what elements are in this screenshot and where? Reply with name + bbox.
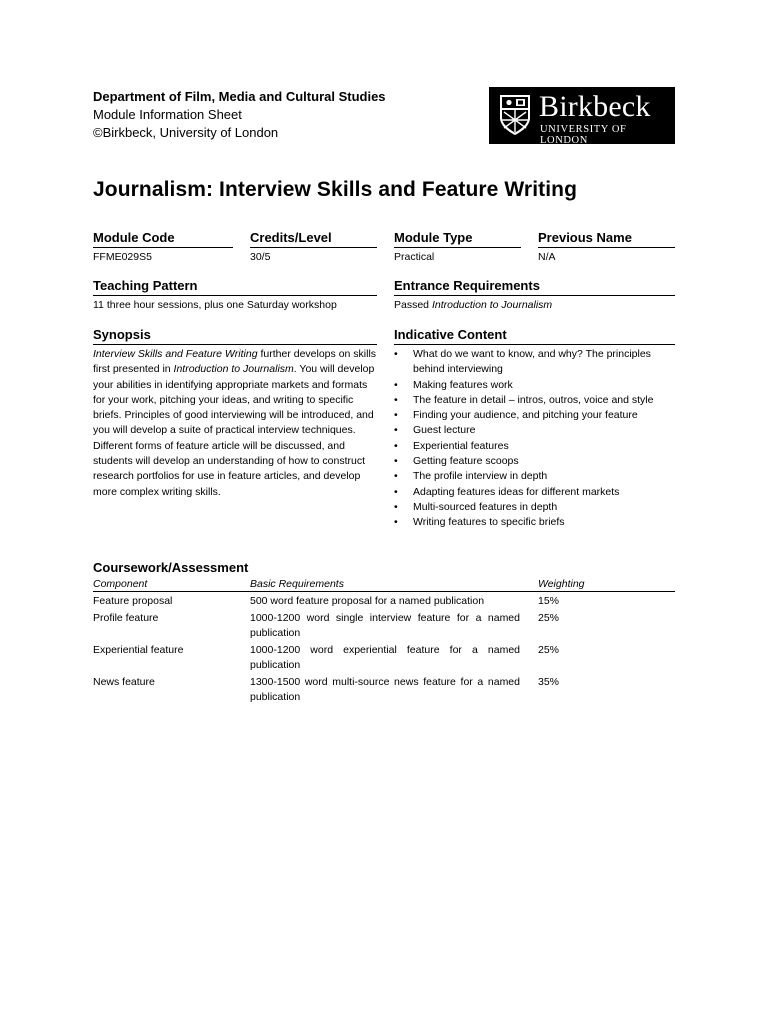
list-item-text: Adapting features ideas for different markets bbox=[413, 485, 620, 498]
page-title: Journalism: Interview Skills and Feature Writing bbox=[93, 178, 578, 201]
indicative-content-section bbox=[394, 327, 675, 531]
birkbeck-logo bbox=[489, 87, 675, 144]
coursework-header-row bbox=[93, 577, 675, 592]
list-item-text: Multi-sourced features in depth bbox=[413, 500, 558, 513]
bullet-icon: • bbox=[394, 409, 398, 422]
list-item bbox=[394, 347, 675, 378]
teaching-pattern-label: Teaching Pattern bbox=[93, 278, 377, 296]
indicative-content-list bbox=[394, 345, 675, 531]
list-item bbox=[394, 485, 675, 500]
list-item bbox=[394, 393, 675, 408]
department-name: Department of Film, Media and Cultural Studies bbox=[93, 89, 386, 104]
column-header-requirements: Basic Requirements bbox=[250, 577, 538, 592]
indicative-content-label: Indicative Content bbox=[394, 327, 675, 345]
list-item-text: What do we want to know, and why? The principles behind interviewing bbox=[413, 348, 651, 376]
table-row bbox=[93, 609, 675, 641]
weighting-cell: 25% bbox=[538, 612, 560, 624]
list-item bbox=[394, 469, 675, 484]
component-cell: Feature proposal bbox=[93, 595, 173, 607]
bullet-icon: • bbox=[394, 393, 398, 406]
requirements-cell: 1000-1200 word single interview feature for a named publication bbox=[250, 612, 520, 639]
teaching-pattern-field bbox=[93, 278, 377, 313]
weighting-cell: 25% bbox=[538, 644, 560, 656]
credits-value: 30/5 bbox=[250, 251, 271, 263]
crest-icon bbox=[499, 94, 531, 136]
sheet-type: Module Information Sheet bbox=[93, 107, 242, 122]
previous-name-label: Previous Name bbox=[538, 230, 675, 248]
previous-name-field bbox=[538, 230, 675, 265]
module-type-value: Practical bbox=[394, 251, 435, 263]
component-cell: Profile feature bbox=[93, 612, 159, 624]
bullet-icon: • bbox=[394, 348, 398, 360]
list-item-text: Experiential features bbox=[413, 439, 509, 452]
header-block bbox=[93, 88, 386, 142]
module-code-field bbox=[93, 230, 233, 265]
entrance-requirements-value bbox=[394, 296, 675, 313]
logo-wordmark: Birkbeck bbox=[539, 90, 651, 123]
synopsis-ref: Introduction to Journalism bbox=[173, 363, 294, 376]
entrance-requirements-label: Entrance Requirements bbox=[394, 278, 675, 296]
requirements-cell: 1000-1200 word experiential feature for a named publication bbox=[250, 644, 520, 671]
bullet-icon: • bbox=[394, 485, 398, 498]
list-item bbox=[394, 378, 675, 393]
bullet-icon: • bbox=[394, 470, 398, 483]
weighting-cell: 35% bbox=[538, 676, 560, 688]
list-item bbox=[394, 515, 675, 530]
bullet-icon: • bbox=[394, 455, 398, 468]
credits-field bbox=[250, 230, 377, 265]
table-row bbox=[93, 641, 675, 673]
list-item-text: Getting feature scoops bbox=[413, 455, 519, 468]
module-code-label: Module Code bbox=[93, 230, 233, 248]
list-item-text: The profile interview in depth bbox=[413, 470, 548, 483]
bullet-icon: • bbox=[394, 378, 398, 391]
list-item-text: The feature in detail – intros, outros, voice and style bbox=[413, 393, 654, 406]
list-item-text: Writing features to specific briefs bbox=[413, 516, 565, 529]
module-type-field bbox=[394, 230, 521, 265]
module-type-label: Module Type bbox=[394, 230, 521, 248]
requirements-cell: 1300-1500 word multi-source news feature for a named publication bbox=[250, 676, 520, 703]
list-item bbox=[394, 454, 675, 469]
requirements-cell: 500 word feature proposal for a named publication bbox=[250, 595, 485, 607]
copyright-line: ©Birkbeck, University of London bbox=[93, 125, 279, 140]
synopsis-part2: . You will develop your abilities in identifying appropriate markets and formats for your work, pitching your ideas, and writing to specific briefs. Principles of good interviewing will be introduced, and you will develop a suite of practical interview techniques. Different forms of feature article will be discussed, and students will develop an understanding of how to construct research portfolios for use in feature articles, and develop more complex writing skills. bbox=[93, 363, 375, 498]
list-item bbox=[394, 500, 675, 515]
list-item-text: Guest lecture bbox=[413, 424, 476, 437]
logo-subtitle: UNIVERSITY OF LONDON bbox=[540, 124, 627, 146]
entrance-course: Introduction to Journalism bbox=[431, 299, 553, 311]
entrance-requirements-field bbox=[394, 278, 675, 313]
synopsis-part1: further develops on skills first presented in bbox=[93, 348, 377, 376]
previous-name-value: N/A bbox=[538, 251, 556, 263]
bullet-icon: • bbox=[394, 500, 398, 513]
table-row bbox=[93, 592, 675, 610]
table-row bbox=[93, 673, 675, 705]
credits-label: Credits/Level bbox=[250, 230, 377, 248]
synopsis-lead: Interview Skills and Feature Writing bbox=[93, 348, 258, 360]
list-item-text: Finding your audience, and pitching your feature bbox=[413, 409, 638, 422]
list-item-text: Making features work bbox=[413, 378, 513, 391]
teaching-pattern-value: 11 three hour sessions, plus one Saturday workshop bbox=[93, 299, 337, 311]
component-cell: Experiential feature bbox=[93, 644, 184, 656]
bullet-icon: • bbox=[394, 424, 398, 437]
synopsis-text bbox=[93, 345, 377, 500]
list-item bbox=[394, 423, 675, 438]
bullet-icon: • bbox=[394, 516, 398, 529]
weighting-cell: 15% bbox=[538, 595, 560, 607]
entrance-prefix: Passed bbox=[394, 299, 432, 311]
component-cell: News feature bbox=[93, 676, 155, 688]
list-item bbox=[394, 408, 675, 423]
synopsis-label: Synopsis bbox=[93, 327, 377, 345]
coursework-heading: Coursework/Assessment bbox=[93, 560, 249, 575]
column-header-component: Component bbox=[93, 577, 250, 592]
coursework-table bbox=[93, 577, 675, 705]
list-item bbox=[394, 439, 675, 454]
column-header-weighting: Weighting bbox=[538, 577, 675, 592]
synopsis-section bbox=[93, 327, 377, 500]
module-code-value: FFME029S5 bbox=[93, 251, 152, 263]
bullet-icon: • bbox=[394, 439, 398, 452]
